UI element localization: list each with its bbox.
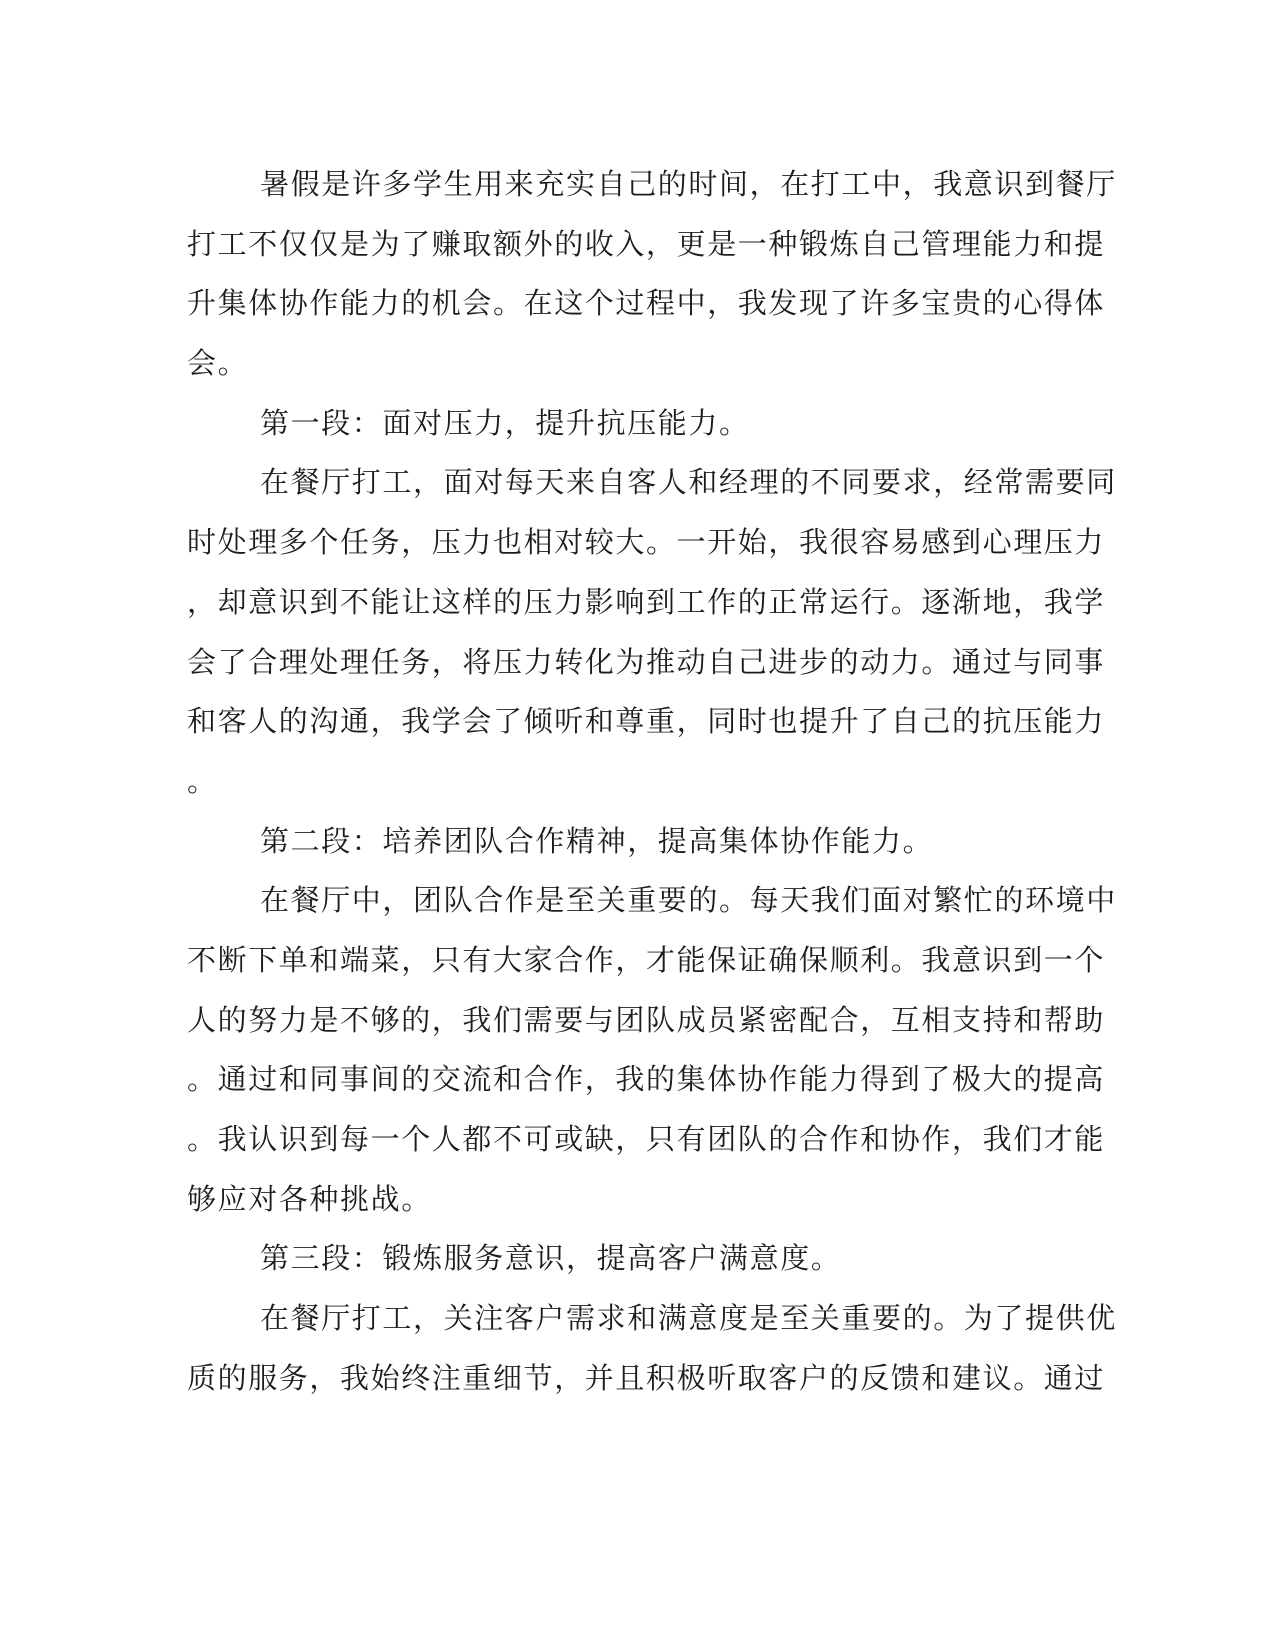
section-heading-2: 第二段：培养团队合作精神，提高集体协作能力。 [260,823,934,858]
section-heading-1: 第一段：面对压力，提升抗压能力。 [260,405,750,440]
paragraph-line: 打工不仅仅是为了赚取额外的收入，更是一种锻炼自己管理能力和提 [187,226,1106,261]
paragraph-line: 质的服务，我始终注重细节，并且积极听取客户的反馈和建议。通过 [187,1360,1106,1395]
section-3-paragraph [187,1289,1117,1408]
paragraph-line: 。 [187,763,218,798]
paragraph-line: 会了合理处理任务，将压力转化为推动自己进步的动力。通过与同事 [187,644,1106,679]
intro-paragraph [187,155,1117,394]
paragraph-line: 在餐厅打工，面对每天来自客人和经理的不同要求，经常需要同 [260,465,1117,500]
section-heading-3: 第三段：锻炼服务意识，提高客户满意度。 [260,1241,842,1276]
paragraph-line: 够应对各种挑战。 [187,1181,432,1216]
paragraph-line: 不断下单和端菜，只有大家合作，才能保证确保顺利。我意识到一个 [187,942,1106,977]
section-1-paragraph [187,453,1117,811]
section-2-paragraph [187,871,1117,1229]
paragraph-line: 会。 [187,346,249,381]
paragraph-line: 在餐厅打工，关注客户需求和满意度是至关重要的。为了提供优 [260,1301,1117,1336]
paragraph-line: 暑假是许多学生用来充实自己的时间，在打工中，我意识到餐厅 [260,167,1117,201]
paragraph-line: 。我认识到每一个人都不可或缺，只有团队的合作和协作，我们才能 [187,1122,1106,1156]
document-body [187,155,1117,1408]
paragraph-line: 。通过和同事间的交流和合作，我的集体协作能力得到了极大的提高 [187,1062,1106,1097]
paragraph-line: 时处理多个任务，压力也相对较大。一开始，我很容易感到心理压力 [187,525,1106,560]
paragraph-line: 和客人的沟通，我学会了倾听和尊重，同时也提升了自己的抗压能力 [187,704,1106,739]
paragraph-line: 在餐厅中，团队合作是至关重要的。每天我们面对繁忙的环境中 [260,883,1117,918]
paragraph-line: 升集体协作能力的机会。在这个过程中，我发现了许多宝贵的心得体 [187,286,1106,321]
paragraph-line: ，却意识到不能让这样的压力影响到工作的正常运行。逐渐地，我学 [187,584,1106,619]
paragraph-line: 人的努力是不够的，我们需要与团队成员紧密配合，互相支持和帮助 [187,1002,1106,1037]
